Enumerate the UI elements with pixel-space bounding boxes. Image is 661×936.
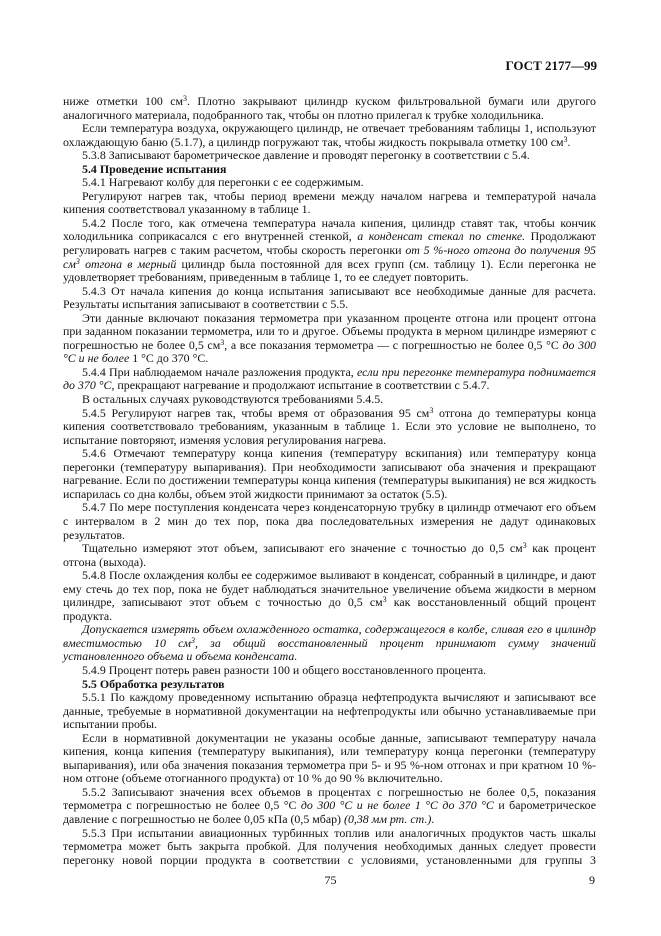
paragraph — [63, 501, 596, 542]
text-run: 1 °С до 370 °С. — [129, 351, 209, 366]
italic-text: если при перегонке температура поднимается до 370 °С — [63, 364, 596, 393]
text-run: 5.4.3 От начала кипения до конца испытания записывают все необходимые данные для расчета. Результаты испытания записывают в соответствии с 5.5. — [63, 283, 596, 312]
italic-text: до 300 °С и не более — [63, 337, 596, 366]
text-run: ниже отметки 100 см — [63, 94, 184, 108]
paragraph — [63, 447, 596, 501]
superscript: 3 — [75, 256, 80, 266]
paragraph — [63, 691, 596, 732]
superscript: 3 — [429, 405, 434, 415]
paragraph — [63, 149, 596, 163]
paragraph — [63, 569, 596, 623]
paragraph — [63, 285, 596, 312]
superscript: 3 — [563, 134, 568, 144]
text-run: , прекращают нагревание и продолжают испытание в соответствии с 5.4.7. — [111, 378, 490, 393]
superscript: 3 — [183, 94, 188, 103]
superscript: 3 — [522, 541, 527, 551]
text-run: Тщательно измеряют этот объем, записывают его значение с точностью до 0,5 см — [82, 541, 523, 556]
superscript: 3 — [220, 337, 225, 347]
text-run: как восстановленный общий процент продукта. — [63, 595, 596, 623]
paragraph — [63, 366, 596, 393]
italic-text: отгона в мерный — [79, 256, 177, 271]
text-run: . Плотно закрывают цилиндр куском фильтровальной бумаги или другого аналогичного материала, подобранного так, чтобы он плотно прилегал к трубке холодильника. — [63, 94, 596, 122]
text-run: В остальных случаях руководствуются требованиями 5.4.5. — [82, 392, 384, 407]
text-run: 5.5.2 Записывают значения всех объемов в процентах с погрешностью не более 0,5, показания термометра с погрешностью не более 0,5 °С — [63, 784, 596, 813]
paragraph — [63, 393, 596, 407]
bold-text: 5.4 Проведение испытания — [82, 161, 227, 176]
page-number-right: 9 — [589, 873, 595, 887]
text-run: 5.5.1 По каждому проведенному испытанию образца нефтепродукта вычисляют и записывают все данные, требуемые в нормативной документации на нефтепродукты или обычно устанавливаемые при испытании пробы. — [63, 690, 596, 732]
paragraph — [63, 312, 596, 366]
text-run: , а все показания термометра — с погрешностью не более 0,5 °С — [224, 337, 563, 352]
text-run: 5.4.8 После охлаждения колбы ее содержимое выливают в конденсат, собранный в цилиндре, и дают ему стечь до тех пор, пока не будет наблюдаться значительное увеличение объема жидкости в мерном цилиндре, записывают этот объем с точностью до 0,5 см — [63, 568, 596, 610]
italic-text: Допускается измерять объем охлажденного остатка, содержащегося в колбе, сливая его в цилиндр вместимостью 10 см — [63, 622, 596, 650]
text-run: и барометрическое давление с погрешностью не более 0,05 кПа (0,5 мбар) — [63, 798, 596, 826]
paragraph — [63, 786, 596, 827]
text-run: . — [567, 134, 571, 149]
text-run: цилиндр была постоянной для всех групп (см. таблицу 1). Если перегонка не удовлетворяет требованиям, приведенным в таблице 1, то ее следует повторить. — [63, 256, 596, 285]
text-run: Если в нормативной документации не указаны особые данные, записывают температуру начала кипения, конца кипения (температуру выкипания), или температуру конца перегонки (температуру выпаривания), или оба значения показания термометра при 5- и 95 %-ном отгонах и при кратном 10 %-ном отгоне (объеме отогнанного продукта) от 10 % до 90 % включительно. — [63, 730, 596, 786]
text-run: 5.5.3 При испытании авиационных турбинных топлив или аналогичных продуктов часть шкалы термометра может быть закрыта пробкой. Для получения необходимых данных следует провести перегонку новой порции продукта в соответствии с условиями, установленными для группы 3 — [63, 825, 596, 867]
paragraph — [63, 732, 596, 786]
text-run: Если температура воздуха, окружающего цилиндр, не отвечает требованиям таблицы 1, используют охлаждающую баню (5.1.7), а цилиндр погружают так, чтобы жидкость покрывала отметку 100 см — [63, 121, 596, 149]
text-run: 5.4.2 После того, как отмечена температура начала кипения, цилиндр ставят так, чтобы кончик холодильника соприкасался с его внутренней стенкой, — [63, 215, 596, 244]
text-run: Регулируют нагрев так, чтобы период времени между началом нагрева и температурой начала кипения соответствовал указанному в таблице 1. — [63, 188, 596, 217]
italic-text: а конденсат стекал по стенке. — [357, 229, 526, 244]
superscript: 3 — [382, 595, 387, 605]
superscript: 3 — [191, 635, 196, 645]
paragraph — [63, 190, 596, 217]
paragraph — [63, 407, 596, 448]
text-run: Продолжают регулировать нагрев с таким расчетом, чтобы скорость перегонки — [63, 229, 596, 258]
text-run: отгона до температуры конца кипения соответствовало требованиям, указанным в таблице 1. Если это условие не выполнено, то испытание повторяют, изменяя условия регулирования нагрева. — [63, 405, 596, 447]
paragraph — [63, 95, 596, 122]
paragraph — [63, 176, 596, 190]
paragraph — [63, 217, 596, 285]
paragraph — [63, 623, 596, 664]
italic-text: от 5 %-ного отгона до получения 95 см — [63, 243, 597, 271]
text-run: 5.4.7 По мере поступления конденсата через конденсаторную трубку в цилиндр отмечают его объем с интервалом в 2 мин до тех пор, пока два последовательных измерения не дадут одинаковых результатов. — [63, 500, 596, 542]
text-run: 5.4.9 Процент потерь равен разности 100 и общего восстановленного процента. — [82, 662, 487, 677]
italic-text: , за общий восстановленный процент принимают сумму значений установленного объема и объема конденсата. — [63, 635, 597, 664]
text-run: Эти данные включают показания термометра при указанном проценте отгона или процент отгона при заданном показании термометра, или то и другое. Объемы продукта в мерном цилиндре измеряют с погрешностью не более 0,5 см — [63, 310, 596, 352]
document-header-code: ГОСТ 2177—99 — [505, 58, 597, 73]
paragraph — [63, 122, 596, 149]
italic-text: (0,38 мм рт. ст.) — [343, 811, 432, 826]
paragraph — [63, 827, 596, 868]
section-heading — [63, 678, 596, 692]
section-heading — [63, 163, 596, 177]
italic-text: до 300 °С и не более 1 °С до 370 °С — [300, 798, 494, 813]
paragraph — [63, 542, 596, 569]
text-run: 5.4.4 При наблюдаемом начале разложения продукта, — [82, 364, 357, 379]
text-run: 5.3.8 Записывают барометрическое давление и проводят перегонку в соответствии с 5.4. — [82, 148, 530, 163]
document-body — [63, 95, 596, 867]
text-run: 5.4.5 Регулируют нагрев так, чтобы время от образования 95 см — [82, 405, 430, 420]
text-run: 5.4.6 Отмечают температуру конца кипения (температуру вскипания) или температуру конца перегонки (температуру выпаривания). При необходимости записывают оба значения и прекращают нагревание. Если по достижении температуры конца кипения (температуры выкипания) не вся жидкость испарилась со дна колбы, объем этой жидкости принимают за остаток (5.5). — [63, 446, 596, 501]
text-run: как процент отгона (выхода). — [63, 541, 596, 569]
paragraph — [63, 664, 596, 678]
page-number-center: 75 — [324, 873, 337, 887]
text-run: . — [431, 811, 435, 826]
bold-text: 5.5 Обработка результатов — [82, 676, 225, 691]
text-run: 5.4.1 Нагревают колбу для перегонки с ее содержимым. — [82, 175, 364, 190]
